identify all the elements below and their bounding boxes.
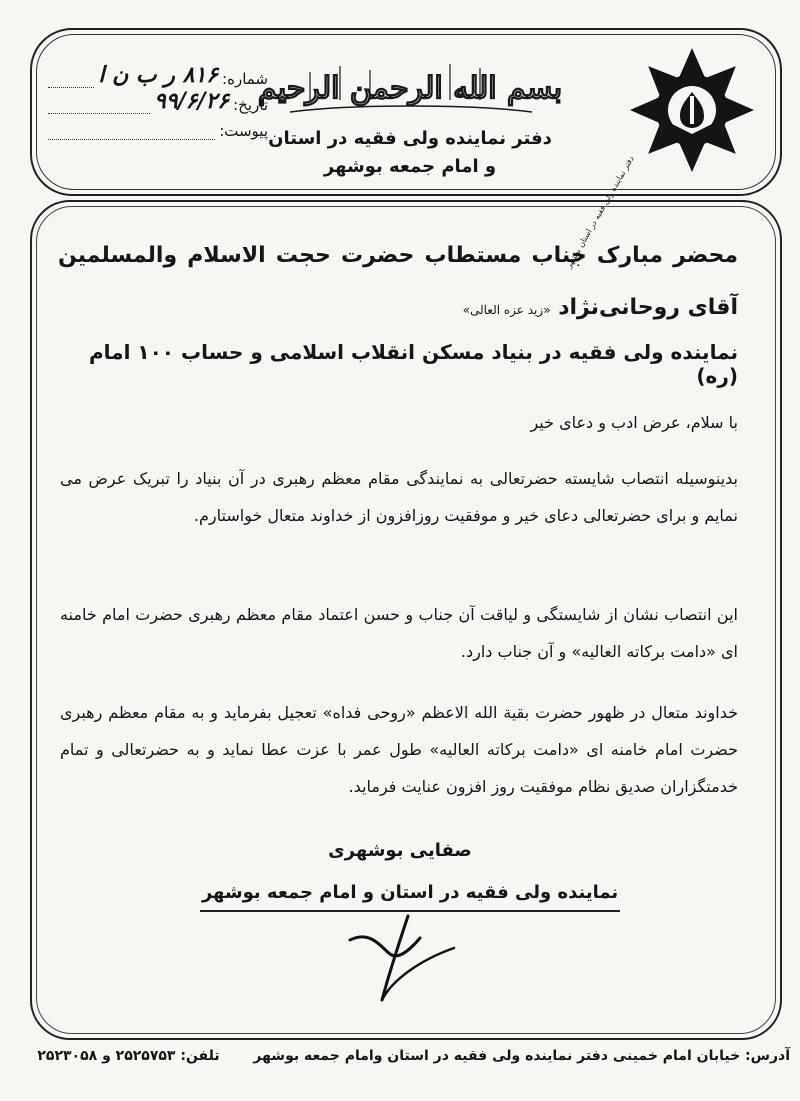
emblem-logo-icon xyxy=(564,38,774,270)
office-title-line2: و امام جمعه بوشهر xyxy=(323,156,497,177)
footer-contact xyxy=(20,1048,790,1064)
date-value: ۹۹/۶/۲۶ xyxy=(153,88,230,114)
addressee-honorific: «زید عزه العالی» xyxy=(462,303,551,317)
meta-number-row xyxy=(48,62,268,88)
emblem-caption: دفتر نماینده ولی فقیه در استان بوشهر xyxy=(564,154,636,270)
office-title-line1: دفتر نماینده ولی فقیه در استان xyxy=(268,128,552,149)
addressee-text: محضر مبارک جناب مستطاب حضرت حجت الاسلام والمسلمین آقای روحانی‌نژاد xyxy=(58,243,738,320)
addressee xyxy=(58,230,738,336)
footer-address: آدرس: خیابان امام خمینی دفتر نماینده ولی فقیه در استان وامام جمعه بوشهر xyxy=(253,1048,790,1064)
basmala-calligraphy xyxy=(257,52,563,122)
handwritten-signature xyxy=(320,910,480,1010)
number-value: ۸۱۶ ر ب ن ا xyxy=(98,62,219,88)
subject-line: نماینده ولی فقیه در بنیاد مسکن انقلاب اسلامی و حساب ۱۰۰ امام (ره) xyxy=(89,340,738,388)
meta-date-row xyxy=(48,88,268,114)
meta-attachment-row xyxy=(48,114,268,140)
signer-name: صفایی بوشهری xyxy=(328,840,472,861)
number-label: شماره: xyxy=(222,70,268,88)
greeting: با سلام، عرض ادب و دعای خیر xyxy=(530,413,738,432)
basmala-text: بسم الله الرحمن الرحيم xyxy=(257,71,563,106)
paragraph-3: خداوند متعال در ظهور حضرت بقیة الله الاعظم «روحی فداه» تعجیل بفرماید و به مقام معظم رهبری حضرت امام خامنه ای «دامت برکاته العالیه» طول عمر با عزت عطا نماید و به حضرتعالی و تمام خدمتگزاران صدیق نظام موفقیت روز افزون عنایت فرماید. xyxy=(60,703,738,796)
attachment-label: پیوست: xyxy=(219,122,268,140)
footer-phone: تلفن: ۲۵۲۵۷۵۳ و ۲۵۲۳۰۵۸ xyxy=(37,1048,220,1064)
date-label: تاریخ: xyxy=(233,96,268,114)
letter-meta xyxy=(48,62,268,140)
signer-title: نماینده ولی فقیه در استان و امام جمعه بوشهر xyxy=(201,882,619,903)
paragraph-1: بدینوسیله انتصاب شایسته حضرتعالی به نمایندگی مقام معظم رهبری در آن بنیاد را تبریک عرض می نمایم و برای حضرتعالی دعای خیر و موفقیت روزافزون از خداوند متعال خواستارم. xyxy=(60,469,738,525)
paragraph-2: این انتصاب نشان از شایستگی و لیاقت آن جناب و حسن اعتماد مقام معظم رهبری حضرت امام خامنه ای «دامت برکاته العالیه» و آن جناب دارد. xyxy=(60,605,738,661)
